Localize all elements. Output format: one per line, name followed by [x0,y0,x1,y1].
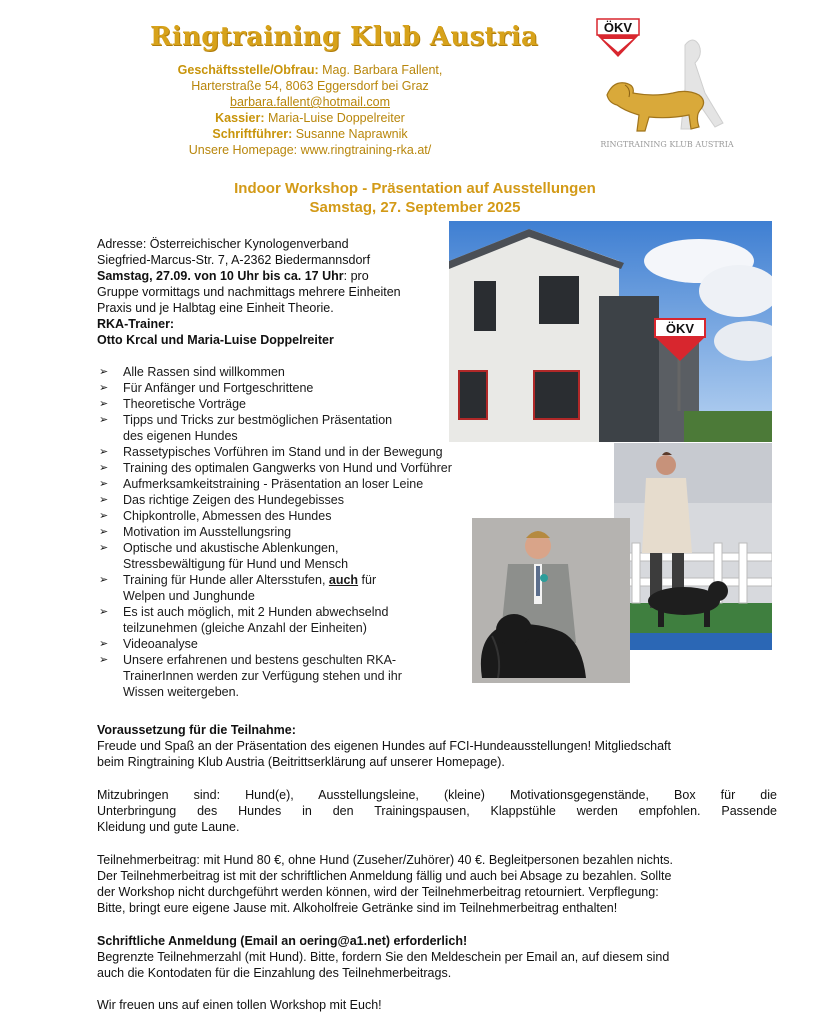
mitbringen-line-1: Mitzubringen sind: Hund(e), Ausstellungsleine, (kleine) Motivationsgegenstände, Box für die [97,788,777,802]
headline-title: Indoor Workshop - Präsentation auf Ausstellungen [234,180,596,197]
kassier-label: Kassier: [215,111,265,125]
list-item: ➢ Training des optimalen Gangwerks von Hund und Vorführer [99,461,452,475]
ring-photo [614,443,772,650]
arrow-bullet-icon: ➢ [99,542,109,554]
office-value: Mag. Barbara Fallent, [318,63,443,77]
anmeldung-heading: Schriftliche Anmeldung (Email an oering@a1.net) erforderlich! [97,934,468,948]
arrow-bullet-icon: ➢ [99,478,109,490]
list-item: ➢ Es ist auch möglich, mit 2 Hunden abwechselnd teilzunehmen (gleiche Anzahl der Einheiten) [99,605,389,635]
arrow-bullet-icon: ➢ [99,574,109,586]
beitrag-line-1: Teilnehmerbeitrag: mit Hund 80 €, ohne Hund (Zuseher/Zuhörer) 40 €. Begleitpersonen bezahlen nichts. [97,853,674,867]
arrow-bullet-icon: ➢ [99,366,109,378]
homepage-line[interactable]: Unsere Homepage: www.ringtraining-rka.at/ [188,143,432,157]
mitbringen-line-2: Unterbringung des Hundes in den Trainingspausen, Klappstühle werden empfohlen. Passende [97,804,777,818]
email-line [130,94,490,110]
building-photo [449,221,772,442]
schriftfuehrer-value: Susanne Naprawnik [292,127,408,141]
list-item: ➢ Das richtige Zeigen des Hundegebisses [99,493,344,507]
list-item: ➢ Training für Hunde aller Altersstufen, auch für Welpen und Junghunde [99,573,377,603]
list-item: ➢ Unsere erfahrenen und bestens geschulten RKA- TrainerInnen werden zur Verfügung stehen und ihr Wissen weitergeben. [99,653,402,699]
trainer-label: RKA-Trainer: [97,317,175,331]
arrow-bullet-icon: ➢ [99,414,109,426]
voraussetzung-line-2: beim Ringtraining Klub Austria (Beitrittserklärung auf unserer Homepage). [97,755,505,769]
intro-date-line [97,268,447,284]
logo-ring-text: RINGTRAINING KLUB AUSTRIA [600,140,734,149]
kassier-line [130,110,490,126]
list-item: ➢ Tipps und Tricks zur bestmöglichen Präsentation des eigenen Hundes [99,413,393,443]
arrow-bullet-icon: ➢ [99,382,109,394]
list-item: ➢ Für Anfänger und Fortgeschrittene [99,381,314,395]
arrow-bullet-icon: ➢ [99,462,109,474]
intro-date-bold: Samstag, 27.09. von 10 Uhr bis ca. 17 Uhr [97,269,344,283]
arrow-bullet-icon: ➢ [99,398,109,410]
beitrag-line-4: Bitte, bringt eure eigene Jause mit. Alkoholfreie Getränke sind im Teilnehmerbeitrag enthalten! [97,901,618,915]
club-title: Ringtraining Klub Austria [150,22,539,52]
trainer-photo [472,518,630,683]
office-line [130,62,490,78]
trainer-names: Otto Krcal und Maria-Luise Doppelreiter [97,333,334,347]
list-item: ➢ Chipkontrolle, Abmessen des Hundes [99,509,332,523]
list-item: ➢ Alle Rassen sind willkommen [99,365,285,379]
list-item: ➢ Motivation im Ausstellungsring [99,525,292,539]
office-address: Harterstraße 54, 8063 Eggersdorf bei Graz [191,79,429,93]
intro-line-5: Praxis und je Halbtag eine Einheit Theorie. [97,301,334,315]
logo-badge-text: ÖKV [603,20,633,35]
arrow-bullet-icon: ➢ [99,638,109,650]
building-sign-text: ÖKV [665,321,695,336]
arrow-bullet-icon: ➢ [99,494,109,506]
arrow-bullet-icon: ➢ [99,606,109,618]
intro-line-4: Gruppe vormittags und nachmittags mehrere Einheiten [97,285,401,299]
email-link[interactable]: barbara.fallent@hotmail.com [230,95,390,109]
arrow-bullet-icon: ➢ [99,510,109,522]
list-item: ➢ Theoretische Vorträge [99,397,246,411]
list-item: ➢ Aufmerksamkeitstraining - Präsentation an loser Leine [99,477,424,491]
dog-handler-logo-icon [585,15,750,155]
mitbringen-section [97,787,777,835]
intro-block [97,236,447,348]
list-item: ➢ Videoanalyse [99,637,198,651]
list-item: ➢ Optische und akustische Ablenkungen, Stressbewältigung für Hund und Mensch [99,541,349,571]
schriftfuehrer-label: Schriftführer: [212,127,293,141]
club-logo [585,15,750,155]
voraussetzung-line-1: Freude und Spaß an der Präsentation des eigenen Hundes auf FCI-Hundeausstellungen! Mitgliedschaft [97,739,671,753]
schriftfuehrer-line [130,126,490,142]
intro-address-2: Siegfried-Marcus-Str. 7, A-2362 Biedermannsdorf [97,253,371,267]
list-item: ➢ Rassetypisches Vorführen im Stand und in der Bewegung [99,445,443,459]
beitrag-line-2: Der Teilnehmerbeitrag ist mit der schriftlichen Anmeldung fällig und auch bei Absage zu bezahlen. Sollte [97,869,672,883]
beitrag-line-3: der Workshop nicht durchgeführt werden können, wird der Teilnehmerbeitrag retourniert. Verpflegung: [97,885,659,899]
intro-date-rest: : pro [343,269,369,283]
arrow-bullet-icon: ➢ [99,526,109,538]
voraussetzung-heading: Voraussetzung für die Teilnahme: [97,723,296,737]
anmeldung-line-2: auch die Kontodaten für die Einzahlung des Teilnehmerbeitrags. [97,966,452,980]
voraussetzung-section [97,722,777,770]
anmeldung-section [97,933,777,981]
arrow-bullet-icon: ➢ [99,446,109,458]
mitbringen-line-3: Kleidung und gute Laune. [97,820,240,834]
arrow-bullet-icon: ➢ [99,654,109,666]
headline-date: Samstag, 27. September 2025 [309,199,521,216]
intro-address-1: Adresse: Österreichischer Kynologenverband [97,237,349,251]
kassier-value: Maria-Luise Doppelreiter [264,111,405,125]
beitrag-section [97,852,777,916]
office-label: Geschäftsstelle/Obfrau: [177,63,319,77]
closing-line: Wir freuen uns auf einen tollen Workshop mit Euch! [97,998,382,1012]
anmeldung-line-1: Begrenzte Teilnehmerzahl (mit Hund). Bitte, fordern Sie den Meldeschein per Email an, auf diesem sind [97,950,670,964]
